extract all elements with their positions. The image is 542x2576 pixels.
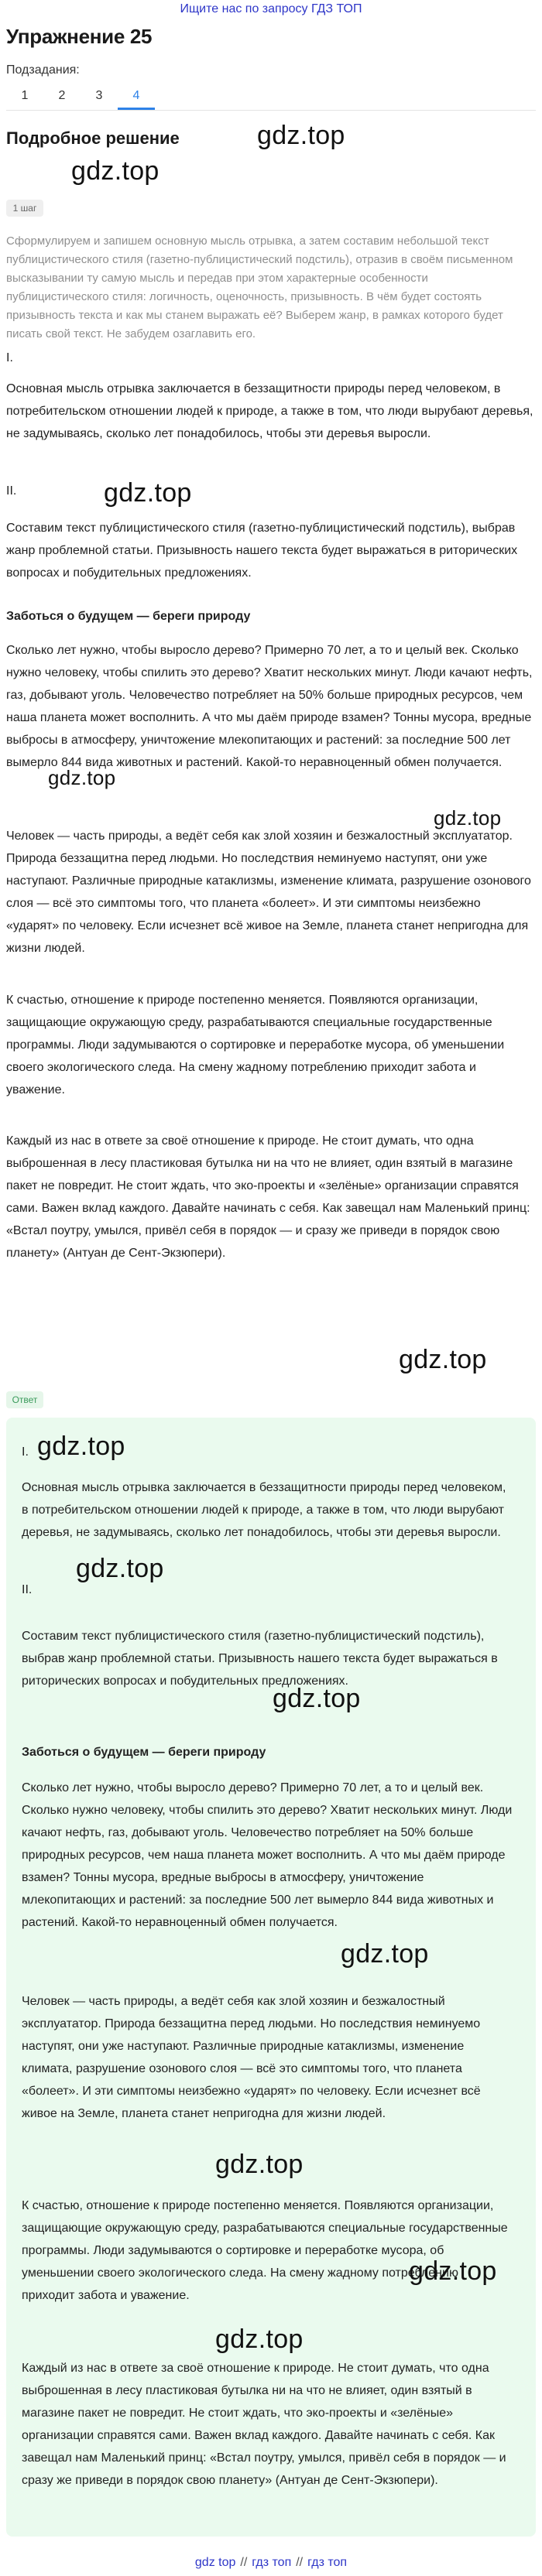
watermark: gdz.top bbox=[215, 2150, 304, 2179]
answer-essay-para-1: Сколько лет нужно, чтобы выросло дерево? Примерно 70 лет, а то и целый век. Сколько нужно человеку, чтобы спилить это дерево? Хватит нескольких минут. Люди качают нефть, газ, добывают уголь. Человечество потребляет на 50% больше природных ресурсов, чем наша планета может восполнить. А что мы даём природе взамен? Тонны мусора, вредные выбросы в атмосферу, уничтожение млекопитающих и растений: за последние 500 лет вымерло 844 вида животных и растений. Какой-то неравноценный обмен получается. bbox=[22, 1781, 513, 1929]
watermark: gdz.top bbox=[48, 766, 116, 789]
intro-text: Сформулируем и запишем основную мысль отрывка, а затем составим небольшой текст публицистического стиля (газетно-публицистический подстиль), отразив в своём письменном высказывании ту самую мысль и передав при этом характерные особенности публицистического стиля: логичность, оценочность, призывность. В чём будет состоять призывность текста и как мы станем выражать её? Выберем жанр, в рамках которого будет писать свой текст. Не забудем озаглавить его. bbox=[6, 234, 513, 340]
footer-separator: // bbox=[296, 2556, 304, 2569]
essay-para-2: Человек — часть природы, а ведёт себя как злой хозяин и безжалостный эксплуататор. Природа беззащитна перед людьми. Но последствия неминуемо наступят, они уже наступают. Различные природные катаклизмы, изменение климата, разрушение озонового слоя — всё это симптомы того, что планета «болеет». И эти симптомы неизбежно «ударят» по человеку. Если исчезнет всё живое на Земле, планета станет непригодна для жизни людей. bbox=[6, 830, 531, 955]
watermark: gdz.top bbox=[257, 121, 345, 150]
answer-essay-para-2: Человек — часть природы, а ведёт себя как злой хозяин и безжалостный эксплуататор. Природа беззащитна перед людьми. Но последствия неминуемо наступят, они уже наступают. Различные природные катаклизмы, изменение климата, разрушение озонового слоя — всё это симптомы того, что планета «болеет». И эти симптомы неизбежно «ударят» по человеку. Если исчезнет всё живое на Земле, планета станет непригодна для жизни людей. bbox=[22, 1995, 481, 2120]
essay-para-1: Сколько лет нужно, чтобы выросло дерево? Примерно 70 лет, а то и целый век. Сколько нужно человеку, чтобы спилить это дерево? Хватит нескольких минут. Люди качают нефть, газ, добывают уголь. Человечество потребляет на 50% больше природных ресурсов, чем наша планета может восполнить. А что мы даём природе взамен? Тонны мусора, вредные выбросы в атмосферу, уничтожение млекопитающих и растений: за последние 500 лет вымерло 844 вида животных и растений. Какой-то неравноценный обмен получается. bbox=[6, 644, 533, 769]
watermark: gdz.top bbox=[71, 156, 160, 186]
part2-intro: Составим текст публицистического стиля (газетно-публицистический подстиль), выбрав жанр проблемной статьи. Призывность нашего текста будет выражаться в риторических вопросах и побудительных предложениях. bbox=[6, 522, 518, 580]
part1-label: I. bbox=[6, 351, 13, 364]
tab-subtask-3[interactable]: 3 bbox=[95, 89, 103, 102]
essay-para-4: Каждый из нас в ответе за своё отношение к природе. Не стоит думать, что одна выброшенная в лесу пластиковая бутылка ни на что не влияет, один взятый в магазине пакет не повредит. Не стоит ждать, что эко-проекты и «зелёные» организации справятся сами. Важен вклад каждого. Давайте начинать с себя. Как завещал нам Маленький принц: «Встал поутру, умылся, привёл себя в порядок — и сразу же приведи в порядок свою планету» (Антуан де Сент-Экзюпери). bbox=[6, 1134, 530, 1260]
answer-part1-label: I. bbox=[22, 1445, 29, 1459]
watermark: gdz.top bbox=[434, 806, 502, 830]
watermark: gdz.top bbox=[215, 2325, 304, 2354]
solution-title: Подробное решение bbox=[6, 128, 180, 148]
page-title: Упражнение 25 bbox=[6, 25, 153, 48]
tab-subtask-2[interactable]: 2 bbox=[58, 89, 66, 102]
answer-part1-text: Основная мысль отрывка заключается в беззащитности природы перед человеком, в потребительском отношении людей к природе, а также в том, что люди вырубают деревья, не задумываясь, сколько лет понадобилось, чтобы эти деревья выросли. bbox=[22, 1481, 506, 1539]
tab-subtask-4[interactable]: 4 bbox=[118, 84, 155, 110]
search-hint-link[interactable]: Ищите нас по запросу ГДЗ ТОП bbox=[180, 2, 362, 15]
essay-para-3: К счастью, отношение к природе постепенно меняется. Появляются организации, защищающие окружающую среду, разрабатываются специальные государственные программы. Люди задумываются о сортировке и переработке мусора, об уменьшении своего экологического следа. На смену жадному потреблению приходит забота и уважение. bbox=[6, 994, 505, 1096]
footer-link-gdz-top-ru[interactable]: гдз топ bbox=[252, 2556, 292, 2569]
answer-part2-label: II. bbox=[22, 1583, 33, 1596]
watermark: gdz.top bbox=[273, 1684, 361, 1713]
subtask-tabs bbox=[6, 84, 536, 111]
watermark: gdz.top bbox=[399, 1345, 487, 1374]
watermark: gdz.top bbox=[76, 1554, 164, 1583]
answer-essay-title: Заботься о будущем — береги природу bbox=[22, 1746, 266, 1759]
subtasks-label: Подзадания: bbox=[6, 63, 80, 77]
answer-badge: Ответ bbox=[6, 1391, 43, 1408]
answer-essay-para-3: К счастью, отношение к природе постепенно меняется. Появляются организации, защищающие окружающую среду, разрабатываются специальные государственные программы. Люди задумываются о сортировке и переработке мусора, об уменьшении своего экологического следа. На смену жадному потреблению приходит забота и уважение. bbox=[22, 2199, 508, 2302]
footer-separator: // bbox=[240, 2556, 248, 2569]
part1-text: Основная мысль отрывка заключается в беззащитности природы перед человеком, в потребительском отношении людей к природе, а также в том, что люди вырубают деревья, не задумываясь, сколько лет понадобилось, чтобы эти деревья выросли. bbox=[6, 382, 533, 440]
answer-part2-intro: Составим текст публицистического стиля (газетно-публицистический подстиль), выбрав жанр проблемной статьи. Призывность нашего текста будет выражаться в риторических вопросах и побудительных предложениях. bbox=[22, 1630, 498, 1688]
watermark: gdz.top bbox=[104, 478, 192, 508]
footer-link-gdz-top-ru-2[interactable]: гдз топ bbox=[307, 2556, 348, 2569]
answer-essay-para-4: Каждый из нас в ответе за своё отношение к природе. Не стоит думать, что одна выброшенная в лесу пластиковая бутылка ни на что не влияет, один взятый в магазине пакет не повредит. Не стоит ждать, что эко-проекты и «зелёные» организации справятся сами. Важен вклад каждого. Давайте начинать с себя. Как завещал нам Маленький принц: «Встал поутру, умылся, привёл себя в порядок — и сразу же приведи в порядок свою планету» (Антуан де Сент-Экзюпери). bbox=[22, 2362, 506, 2487]
footer-links bbox=[0, 2554, 542, 2572]
footer-link-gdz-top[interactable]: gdz top bbox=[194, 2556, 236, 2569]
step-badge: 1 шаг bbox=[6, 200, 43, 217]
watermark: gdz.top bbox=[37, 1432, 125, 1461]
tab-subtask-1[interactable]: 1 bbox=[21, 89, 29, 102]
part2-label: II. bbox=[6, 484, 17, 498]
watermark: gdz.top bbox=[409, 2256, 497, 2286]
essay-title: Заботься о будущем — береги природу bbox=[6, 610, 251, 623]
watermark: gdz.top bbox=[341, 1939, 429, 1969]
